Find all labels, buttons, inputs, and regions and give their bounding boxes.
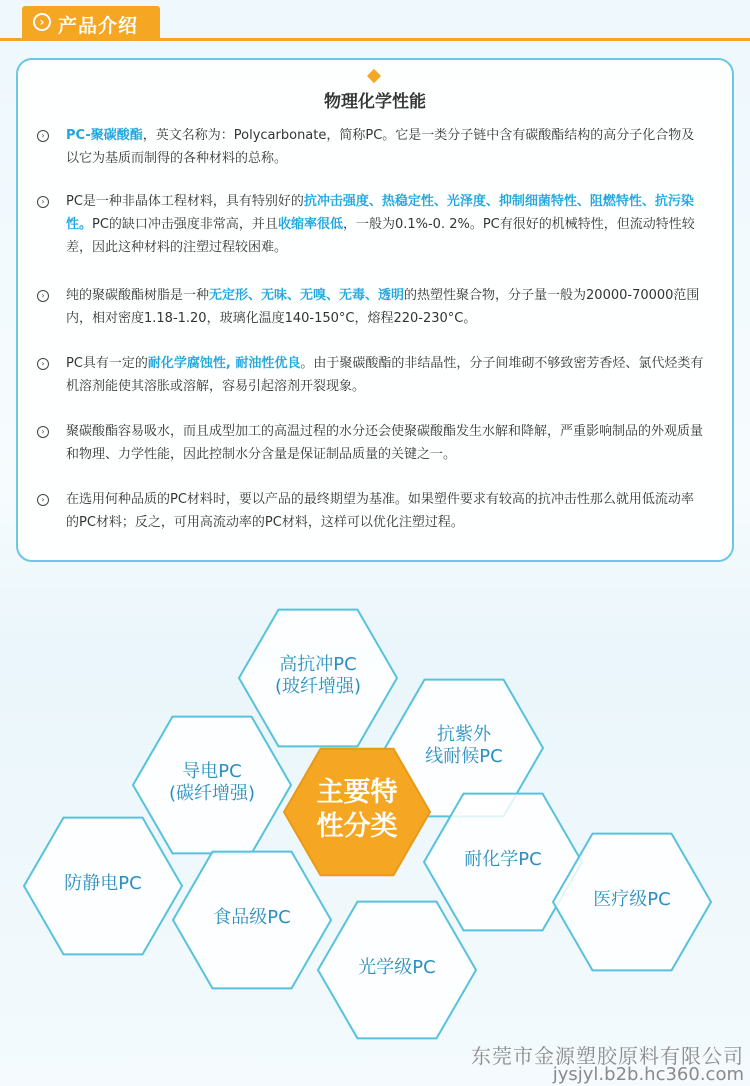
bullet-icon: › [37,358,49,370]
category-label [389,724,539,768]
highlight-text: 收缩率很低 [277,217,343,232]
card-title: 物理化学性能 [324,92,426,112]
paragraph [66,190,706,259]
paragraph [66,284,706,330]
bullet-icon: › [37,494,49,506]
category-label [137,761,287,805]
bullet-icon: › [37,290,49,302]
highlight-text: 抗冲击强度、热稳定性、光泽度、抑制细菌特性、阻燃特性、抗污染性。 [66,194,694,232]
paragraph [66,352,706,398]
center-label-line: 性分类 [316,811,398,842]
category-label [322,957,472,979]
paragraph [66,488,706,534]
category-label-line: 抗紫外 [437,724,491,745]
section-tab-title: 产品介绍 [58,15,139,37]
category-label [428,849,578,871]
highlight-text: 无定形、无味、无嗅、无毒、透明 [209,288,405,303]
category-label-line: 线耐候PC [425,746,503,767]
paragraph [66,124,706,170]
category-label-line: 防静电PC [64,873,142,894]
paragraph-text: 纯的聚碳酸酯树脂是一种 [66,288,210,303]
highlight-text: PC-聚碳酸酯 [66,128,143,143]
category-label-line: 食品级PC [213,907,291,928]
paragraph-text: 的热塑性聚合物，分子量一般为20000-70000范围内，相对密度1.18-1.20，玻璃化温度140-150°C，熔程220-230°C。 [66,288,700,326]
bullet-icon: › [37,426,49,438]
paragraph-text: PC是一种非晶体工程材料，具有特别好的 [66,194,304,209]
category-label [557,889,707,911]
paragraph-text: ，一般为0.1%-0. 2%。PC有很好的机械特性，但流动特性较差，因此这种材料的注塑过程较困难。 [66,217,695,255]
company-name: 东莞市金源塑胶原料有限公司 [471,1044,744,1068]
bullet-icon: › [37,196,49,208]
section-header [0,0,750,44]
bullet-icon: › [37,130,49,142]
category-label [177,907,327,929]
paragraph-text: ，英文名称为：Polycarbonate，简称PC。它是一类分子链中含有碳酸酯结构的高分子化合物及以它为基质而制得的各种材料的总称。 [66,128,695,166]
paragraph-text: PC具有一定的 [66,356,148,371]
category-hexagon-chart [0,590,750,1060]
category-label-line: 耐化学PC [464,849,542,870]
category-label-line: 光学级PC [358,957,436,978]
category-label [243,654,393,698]
category-label-line: (碳纤增强) [168,783,256,804]
section-tab [22,6,160,40]
category-label [28,873,178,895]
paragraph-text: 。由于聚碳酸酯的非结晶性，分子间堆砌不够致密芳香烃、氯代烃类有机溶剂能使其溶胀或溶解，容易引起溶剂开裂现象。 [66,356,704,394]
circle-arrow-right-icon: › [33,13,51,31]
category-label-line: 医疗级PC [593,889,671,910]
category-label-line: (玻纤增强) [274,676,362,697]
highlight-text: 耐化学腐蚀性, 耐油性优良 [147,356,301,371]
paragraph-text: 在选用何种品质的PC材料时，要以产品的最终期望为基准。如果塑件要求有较高的抗冲击性那么就用低流动率的PC材料；反之，可用高流动率的PC材料，这样可以优化注塑过程。 [66,492,694,530]
center-label [282,776,432,844]
paragraph [66,420,706,466]
paragraph-text: 聚碳酸酯容易吸水，而且成型加工的高温过程的水分还会使聚碳酸酯发生水解和降解，严重影响制品的外观质量和物理、力学性能，因此控制水分含量是保证制品质量的关键之一。 [66,424,704,462]
category-label-line: 高抗冲PC [279,654,357,675]
center-label-line: 主要特 [316,777,398,808]
paragraph-text: PC的缺口冲击强度非常高，并且 [92,217,278,232]
company-url: jysjyl.b2b.hc360.com [552,1064,744,1085]
category-label-line: 导电PC [182,761,242,782]
